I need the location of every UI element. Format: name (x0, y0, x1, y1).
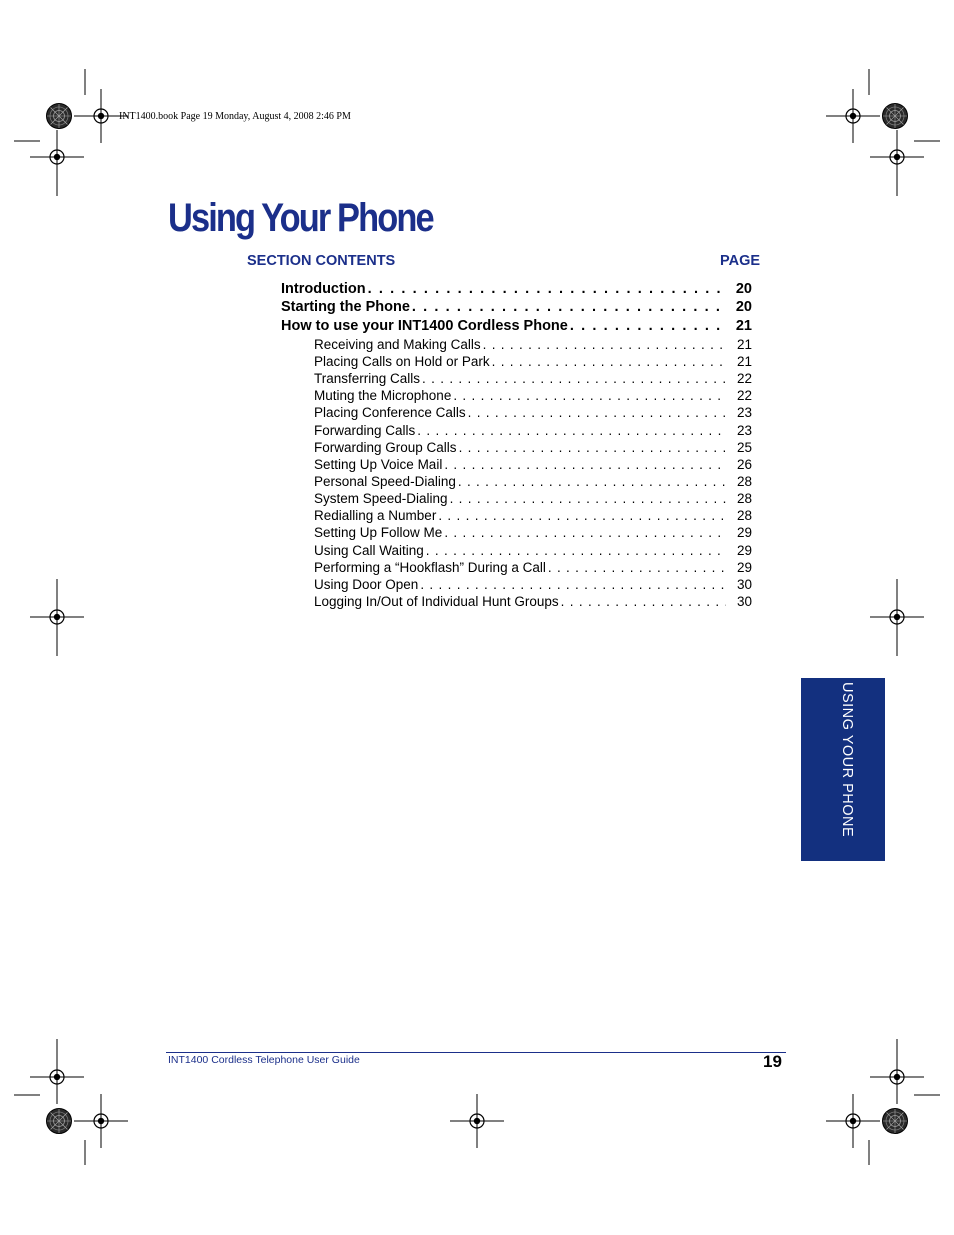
toc-sub-entry[interactable] (314, 594, 752, 611)
toc-sub-entry[interactable] (314, 491, 752, 508)
toc-entry-page: 22 (736, 371, 752, 386)
toc-dot-leader (458, 474, 726, 489)
toc-entry-title: Receiving and Making Calls (314, 337, 481, 352)
toc-entry-page: 30 (736, 577, 752, 592)
toc-entry-title: Setting Up Voice Mail (314, 457, 443, 472)
burst-mark-bottom-left-icon (47, 1109, 72, 1134)
toc-entry-title: System Speed-Dialing (314, 491, 448, 506)
toc-entry-title: Muting the Microphone (314, 388, 452, 403)
toc-dot-leader (570, 318, 726, 334)
toc-dot-leader (548, 560, 726, 575)
toc-entry-page: 29 (736, 560, 752, 575)
toc-entry-title: Starting the Phone (281, 299, 410, 315)
toc-sub-entry[interactable] (314, 474, 752, 491)
toc-dot-leader (483, 337, 726, 352)
toc-sub-entry[interactable] (314, 337, 752, 354)
toc-dot-leader (420, 577, 726, 592)
toc-entry-title: Placing Calls on Hold or Park (314, 354, 490, 369)
burst-mark-bottom-right-icon (883, 1109, 908, 1134)
toc-entry-title: Using Call Waiting (314, 543, 424, 558)
toc-entry-title: Using Door Open (314, 577, 419, 592)
print-header: INT1400.book Page 19 Monday, August 4, 2008 2:46 PM (119, 111, 351, 122)
toc-main-entry[interactable] (281, 281, 752, 300)
registration-mark-icon (826, 1094, 880, 1148)
toc-sub-entry[interactable] (314, 525, 752, 542)
toc-dot-leader (426, 543, 726, 558)
toc-dot-leader (459, 440, 726, 455)
toc-entry-page: 26 (736, 457, 752, 472)
toc-entry-title: How to use your INT1400 Cordless Phone (281, 318, 568, 334)
toc-entry-page: 30 (736, 594, 752, 609)
toc-entry-page: 28 (736, 474, 752, 489)
toc-sub-entry[interactable] (314, 440, 752, 457)
toc-entry-page: 23 (736, 405, 752, 420)
toc-entry-page: 23 (736, 423, 752, 438)
toc-entry-page: 20 (735, 299, 752, 315)
toc-sub-entry[interactable] (314, 543, 752, 560)
toc-entry-page: 29 (736, 525, 752, 540)
toc-entry-page: 28 (736, 491, 752, 506)
toc-main-entry[interactable] (281, 318, 752, 337)
toc-entry-page: 22 (736, 388, 752, 403)
toc-entry-title: Personal Speed-Dialing (314, 474, 456, 489)
toc-dot-leader (438, 508, 726, 523)
toc-entry-page: 25 (736, 440, 752, 455)
toc-sub-entry[interactable] (314, 508, 752, 525)
registration-mark-icon (450, 1094, 504, 1148)
toc-entry-page: 20 (735, 281, 752, 297)
toc-dot-leader (368, 281, 726, 297)
toc-entry-title: Placing Conference Calls (314, 405, 466, 420)
toc-entry-title: Forwarding Group Calls (314, 440, 457, 455)
toc-dot-leader (412, 299, 726, 315)
section-contents-heading: SECTION CONTENTS (247, 253, 396, 269)
toc-entry-title: Introduction (281, 281, 366, 297)
toc-entry-title: Forwarding Calls (314, 423, 416, 438)
toc-entry-page: 28 (736, 508, 752, 523)
toc-dot-leader (417, 423, 726, 438)
toc-sub-entry[interactable] (314, 405, 752, 422)
toc-entry-title: Redialling a Number (314, 508, 437, 523)
toc-dot-leader (422, 371, 726, 386)
toc-dot-leader (453, 388, 726, 403)
toc-sub-entry[interactable] (314, 388, 752, 405)
chapter-side-tab-label: USING YOUR PHONE (839, 682, 855, 838)
burst-mark-top-right-icon (883, 104, 908, 129)
footer-divider (166, 1052, 786, 1053)
toc-entry-page: 29 (736, 543, 752, 558)
registration-mark-icon (74, 1094, 128, 1148)
toc-sub-entry[interactable] (314, 577, 752, 594)
page-number: 19 (763, 1052, 782, 1071)
toc-entry-page: 21 (736, 354, 752, 369)
toc-entry-page: 21 (735, 318, 752, 334)
registration-mark-icon (826, 89, 880, 143)
toc-entry-title: Setting Up Follow Me (314, 525, 443, 540)
toc-main-entry[interactable] (281, 299, 752, 318)
toc-entry-title: Performing a “Hookflash” During a Call (314, 560, 546, 575)
toc-dot-leader (561, 594, 726, 609)
toc-entry-title: Transferring Calls (314, 371, 421, 386)
footer-guide-title: INT1400 Cordless Telephone User Guide (168, 1054, 360, 1066)
burst-mark-top-left-icon (47, 104, 72, 129)
toc-dot-leader (444, 525, 726, 540)
toc-entry-page: 21 (736, 337, 752, 352)
toc-sub-entry[interactable] (314, 560, 752, 577)
toc-dot-leader (450, 491, 726, 506)
toc-entry-title: Logging In/Out of Individual Hunt Groups (314, 594, 559, 609)
crop-mark-icon (14, 69, 940, 1165)
chapter-side-tab[interactable] (801, 678, 885, 861)
page-column-heading: PAGE (720, 253, 761, 269)
toc-dot-leader (468, 405, 726, 420)
toc-sub-entry[interactable] (314, 457, 752, 474)
page-title: Using Your Phone (168, 196, 433, 240)
toc-sub-entry[interactable] (314, 423, 752, 440)
toc-sub-entry[interactable] (314, 354, 752, 371)
toc-dot-leader (444, 457, 726, 472)
toc-sub-entry[interactable] (314, 371, 752, 388)
toc-dot-leader (492, 354, 726, 369)
